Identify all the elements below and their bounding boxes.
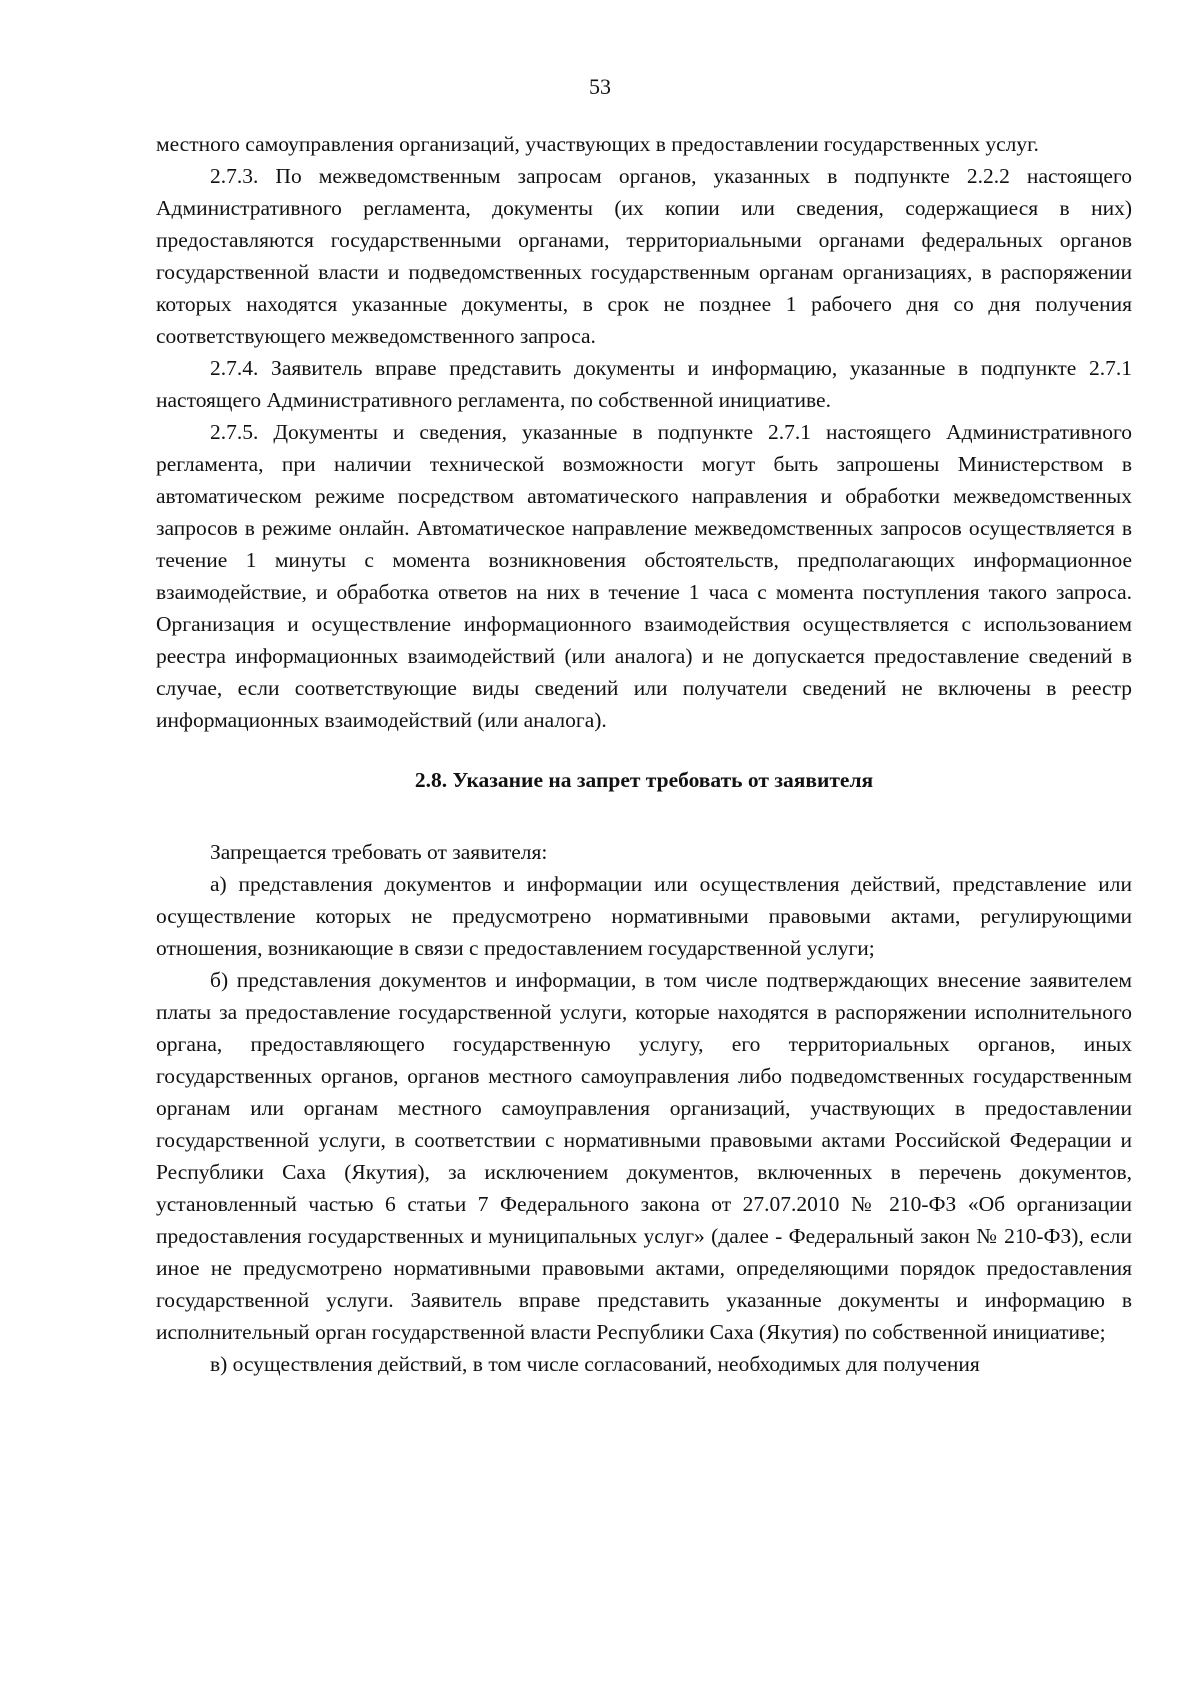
paragraph-2-7-5: 2.7.5. Документы и сведения, указанные в подпункте 2.7.1 настоящего Административного регламента, при наличии технической возможности могут быть запрошены Министерством в автоматическом режиме посредством автоматического направления и обработки межведомственных запросов в режиме онлайн. Автоматическое направление межведомственных запросов осуществляется в течение 1 минуты с момента возникновения обстоятельств, предполагающих информационное взаимодействие, и обработка ответов на них в течение 1 часа с момента поступления такого запроса. Организация и осуществление информационного взаимодействия осуществляется с использованием реестра информационных взаимодействий (или аналога) и не допускается предоставление сведений в случае, если соответствующие виды сведений или получатели сведений не включены в реестр информационных взаимодействий (или аналога). — [156, 420, 1132, 732]
paragraph-item-a: а) представления документов и информации или осуществления действий, представление или осуществление которых не предусмотрено нормативными правовыми актами, регулирующими отношения, возникающие в связи с предоставлением государственной услуги; — [156, 872, 1132, 960]
paragraph-item-v: в) осуществления действий, в том числе согласований, необходимых для получения — [210, 1352, 980, 1376]
section-heading-2-8: 2.8. Указание на запрет требовать от заявителя — [414, 768, 874, 792]
paragraph-item-b: б) представления документов и информации, в том числе подтверждающих внесение заявителем платы за предоставление государственной услуги, которые находятся в распоряжении исполнительного органа, предоставляющего государственную услугу, его территориальных органов, иных государственных органов, органов местного самоуправления либо подведомственных государственным органам или органам местного самоуправления организаций, участвующих в предоставлении государственной услуги, в соответствии с нормативными правовыми актами Российской Федерации и Республики Саха (Якутия), за исключением документов, включенных в перечень документов, установленный частью 6 статьи 7 Федерального закона от 27.07.2010 № 210-ФЗ «Об организации предоставления государственных и муниципальных услуг» (далее - Федеральный закон № 210-ФЗ), если иное не предусмотрено нормативными правовыми актами, определяющими порядок предоставления государственной услуги. Заявитель вправе представить указанные документы и информацию в исполнительный орган государственной власти Республики Саха (Якутия) по собственной инициативе; — [156, 968, 1132, 1344]
paragraph-continuation: местного самоуправления организаций, участвующих в предоставлении государственных услуг. — [156, 132, 1039, 156]
paragraph-2-7-3: 2.7.3. По межведомственным запросам органов, указанных в подпункте 2.2.2 настоящего Административного регламента, документы (их копии или сведения, содержащиеся в них) предоставляются государственными органами, территориальными органами федеральных органов государственной власти и подведомственных государственным органам организациях, в распоряжении которых находятся указанные документы, в срок не позднее 1 рабочего дня со дня получения соответствующего межведомственного запроса. — [156, 164, 1132, 348]
paragraph-2-7-4: 2.7.4. Заявитель вправе представить документы и информацию, указанные в подпункте 2.7.1 настоящего Административного регламента, по собственной инициативе. — [156, 356, 1132, 412]
page-number: 53 — [589, 74, 611, 99]
paragraph-prohibition-intro: Запрещается требовать от заявителя: — [210, 840, 548, 864]
page-content — [156, 128, 1132, 1380]
